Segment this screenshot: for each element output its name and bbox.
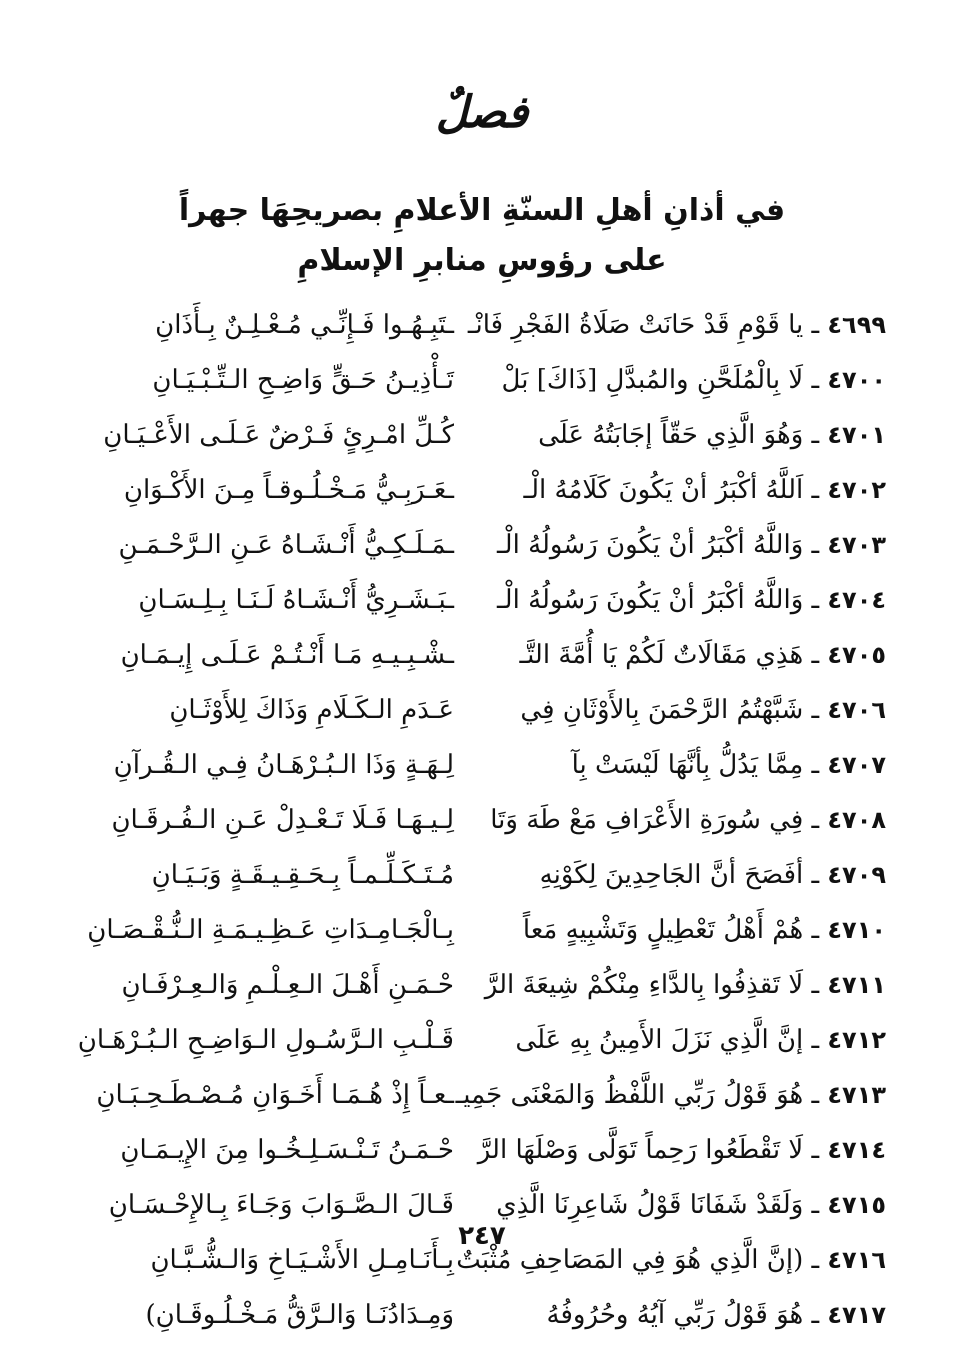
verse-second-hemistich: حْـمَـنُ تَـنْـسَـلِـخُـوا مِنَ الإِيـمَـانِ: [120, 1135, 454, 1165]
verse-first-half: [494, 1013, 886, 1068]
verse-row: [86, 628, 886, 683]
verse-number: ٤٧٠٤: [827, 586, 886, 614]
verse-first-half: [494, 903, 886, 958]
verse-number: ٤٧١٦: [827, 1246, 886, 1274]
verse-second-hemistich: لِـيـهَـا فَـلَا تَـعْـدِلْ عَـنِ الـفُـرقَـانِ: [111, 805, 454, 835]
verse-number: ٤٧٠٥: [827, 641, 886, 669]
verse-number: ٤٧١٥: [827, 1191, 886, 1219]
verse-row: [86, 1068, 886, 1123]
verse-first-half: [494, 738, 886, 793]
verse-row: [86, 573, 886, 628]
verse-row: [86, 1123, 886, 1178]
verse-row: [86, 958, 886, 1013]
verse-number: ٤٧٠٨: [827, 806, 886, 834]
verse-first-half: [455, 1068, 886, 1123]
verse-number: ٤٧١١: [827, 971, 886, 999]
verse-first-hemistich: ـ وَاللَّهُ أكْبَرُ أنْ يَكُونَ رَسُولُهُ الْـ: [497, 530, 820, 560]
verse-first-hemistich: ـ هَذِي مَقَالَاتٌ لَكُمْ يَا أُمَّةَ التَّـ: [519, 640, 820, 670]
verse-first-hemistich: ـ اَللَّهُ أكْبَرُ أنْ يَكُونَ كَلَامُهُ الْـ: [523, 475, 820, 505]
verse-number: ٤٧١٠: [827, 916, 886, 944]
verse-first-hemistich: ـ وَهُوَ الَّذِي حَقّاً إجَابَتُهُ عَلَى: [538, 420, 820, 450]
verse-first-hemistich: ـ لَا تَقذِفُوا بِالدَّاءِ مِنْكُمْ شِيعَةَ الرَّ: [484, 970, 820, 1000]
page-number: ٢٤٧: [458, 1221, 506, 1251]
verse-second-hemistich: لِـهَـةٍ وَذَا الـبُـرْهَـانُ فِـي الـقُـرآنِ: [113, 750, 454, 780]
verse-number: ٤٦٩٩: [827, 311, 886, 339]
verse-first-half: [494, 353, 886, 408]
verse-row: [86, 903, 886, 958]
verse-number: ٤٧٠١: [827, 421, 886, 449]
verse-second-hemistich: ـعـاً إِذْ هُـمَـا أَخَـوَانِ مُـصْـطَـحِـبَـانِ: [96, 1080, 454, 1110]
verse-row: [86, 848, 886, 903]
verse-first-half: [484, 958, 886, 1013]
verse-second-hemistich: ـبَـشَـرِيُّ أَنْـشَـاهُ لَـنَـا بِـلِـسَـانِ: [138, 585, 454, 615]
verse-first-hemistich: ـ (إنَّ الَّذِي هُوَ فِي المَصَاحِفِ مُثْبَتٌ: [456, 1245, 820, 1275]
verse-first-hemistich: ـ وَلَقَدْ شَفَانَا قَوْلُ شَاعِرِنَا الَّذِي: [496, 1190, 820, 1220]
verse-first-hemistich: ـ هُوَ قَوْلُ رَبِّي آيُهُ وحُرُوفُهُ: [546, 1300, 820, 1330]
verse-first-hemistich: ـ لَا بِالْمُلَحَّنِ والمُبدَّلِ [ذَاكَ] بَلْ: [501, 365, 820, 395]
verse-first-half: [494, 518, 886, 573]
verse-first-hemistich: ـ لَا تَقْطَعُوا رَحِماً تَوَلَّى وَصْلَهَا الرَّ: [477, 1135, 820, 1165]
verse-first-half: [490, 793, 886, 848]
chapter-heading-line-2: على رؤوسِ منابرِ الإسلامِ: [297, 243, 667, 278]
verse-first-hemistich: ـ يا قَوْمِ قَدْ حَانَتْ صَلَاةُ الفَجْرِ فَانْـ: [467, 310, 820, 340]
verse-first-half: [467, 298, 886, 353]
verse-second-hemistich: بِـأَنَـامِـلِ الأَشْـيَـاخِ وَالـشُّـبَّـانِ: [150, 1245, 454, 1275]
verse-second-hemistich: قَـلْـبِ الـرَّسُـولِ الـوَاضِـحِ الـبُـرْهَـانِ: [77, 1025, 454, 1055]
verse-second-hemistich: ـمَـلَـكِـيُّ أَنْـشَـاهُ عَـنِ الـرَّحْـمَـنِ: [118, 530, 454, 560]
verse-second-hemistich: وَمِـدَادُنَـا وَالـرَّقُّ مَـخْـلُـوقَـانِ): [145, 1300, 454, 1330]
verse-number: ٤٧٠٦: [827, 696, 886, 724]
verse-second-hemistich: ـتَبِـهُـوا فَـإِنِّـي مُـعْـلِـنٌ بِـأَذَانِ: [155, 310, 454, 340]
verse-row: [86, 518, 886, 573]
verse-first-half: [494, 683, 886, 738]
verse-first-hemistich: ـ وَاللَّهُ أكْبَرُ أنْ يَكُونَ رَسُولُهُ الْـ: [497, 585, 820, 615]
verse-number: ٤٧٠٧: [827, 751, 886, 779]
verse-first-hemistich: ـ أفَصَحَ أنَّ الجَاحِدِينَ لِكَوْنِهِ: [539, 860, 820, 890]
verse-second-hemistich: بِـالْجَـامِـدَاتِ عَـظِـيـمَـةِ الـنُّـقْـصَـانِ: [87, 915, 454, 945]
verse-second-hemistich: ـشْـبِـيـهِ مَـا أَنْـتُـمْ عَـلَـى إِيـمَـانِ: [120, 640, 454, 670]
verse-first-half: [494, 628, 886, 683]
verse-second-hemistich: ـعَـرَبِـيُّ مَـخْـلُـوقـاً مِـنَ الأَكْـوَانِ: [123, 475, 454, 505]
verse-row: [86, 683, 886, 738]
verse-first-half: [494, 573, 886, 628]
verse-first-hemistich: ـ فِي سُورَةِ الأَعْرَافِ مَعْ طَهَ وَتَا: [490, 805, 820, 835]
verse-first-half: [494, 463, 886, 518]
verse-row: [86, 408, 886, 463]
verse-number: ٤٧٠٩: [827, 861, 886, 889]
verse-number: ٤٧٠٢: [827, 476, 886, 504]
verse-second-hemistich: عَـدَمِ الـكَـلَامِ وَذَاكَ لِلأَوْثَـانِ: [169, 695, 454, 725]
verse-row: [86, 793, 886, 848]
verse-row: [86, 298, 886, 353]
verse-row: [86, 1288, 886, 1343]
verse-number: ٤٧٠٠: [827, 366, 886, 394]
chapter-heading-line-1: في أذانِ أهلِ السنّةِ الأعلامِ بصريحِهَا جهراً: [178, 193, 786, 228]
verse-number: ٤٧١٢: [827, 1026, 886, 1054]
verse-second-hemistich: تَـأْذِيـنُ حَـقٍّ وَاضِـحِ الـتِّـبْـيَـانِ: [152, 365, 454, 395]
verse-first-half: [494, 408, 886, 463]
verse-number: ٤٧١٧: [827, 1301, 886, 1329]
verse-number: ٤٧١٤: [827, 1136, 886, 1164]
verse-second-hemistich: حْـمَـنِ أَهْـلَ الـعِـلْـمِ وَالـعِـرْفَـانِ: [121, 970, 454, 1000]
section-mark: فصلٌ: [435, 87, 529, 138]
verse-second-hemistich: كُـلِّ امْـرِئٍ فَـرْضٌ عَـلَـى الأَعْـيَـانِ: [103, 420, 454, 450]
verse-second-hemistich: مُـتَـكَـلِّـمـاً بِـحَـقِـيـقَـةٍ وَبَـيَـانِ: [151, 860, 454, 890]
verse-first-hemistich: ـ إنَّ الَّذِي نَزَلَ الأَمِينُ بِهِ عَلَى: [515, 1025, 820, 1055]
verse-first-hemistich: ـ هُوَ قَوْلُ رَبِّي اللَّفْظُ وَالمَعْنَى جَمِيـ: [455, 1080, 820, 1110]
verse-row: [77, 1013, 886, 1068]
verse-number: ٤٧٠٣: [827, 531, 886, 559]
verse-second-hemistich: قَـالَ الـصَّـوَابَ وَجَـاءَ بِـالإِحْـسَـانِ: [108, 1190, 454, 1220]
verse-first-half: [477, 1123, 886, 1178]
verse-number: ٤٧١٣: [827, 1081, 886, 1109]
verse-first-hemistich: ـ مِمَّا يَدُلُّ بِأنَّهَا لَيْسَتْ بِآ: [571, 750, 820, 780]
verse-row: [86, 353, 886, 408]
verse-first-half: [494, 1288, 886, 1343]
verse-row: [86, 738, 886, 793]
verse-first-hemistich: ـ شَبَّهْتُمُ الرَّحْمَنَ بِالأَوْثَانِ فِي: [520, 695, 820, 725]
verse-first-hemistich: ـ هُمْ أَهْلُ تَعْطِيلٍ وَتَشْبِيهٍ مَعاً: [522, 915, 820, 945]
verse-first-half: [494, 848, 886, 903]
verse-row: [86, 463, 886, 518]
